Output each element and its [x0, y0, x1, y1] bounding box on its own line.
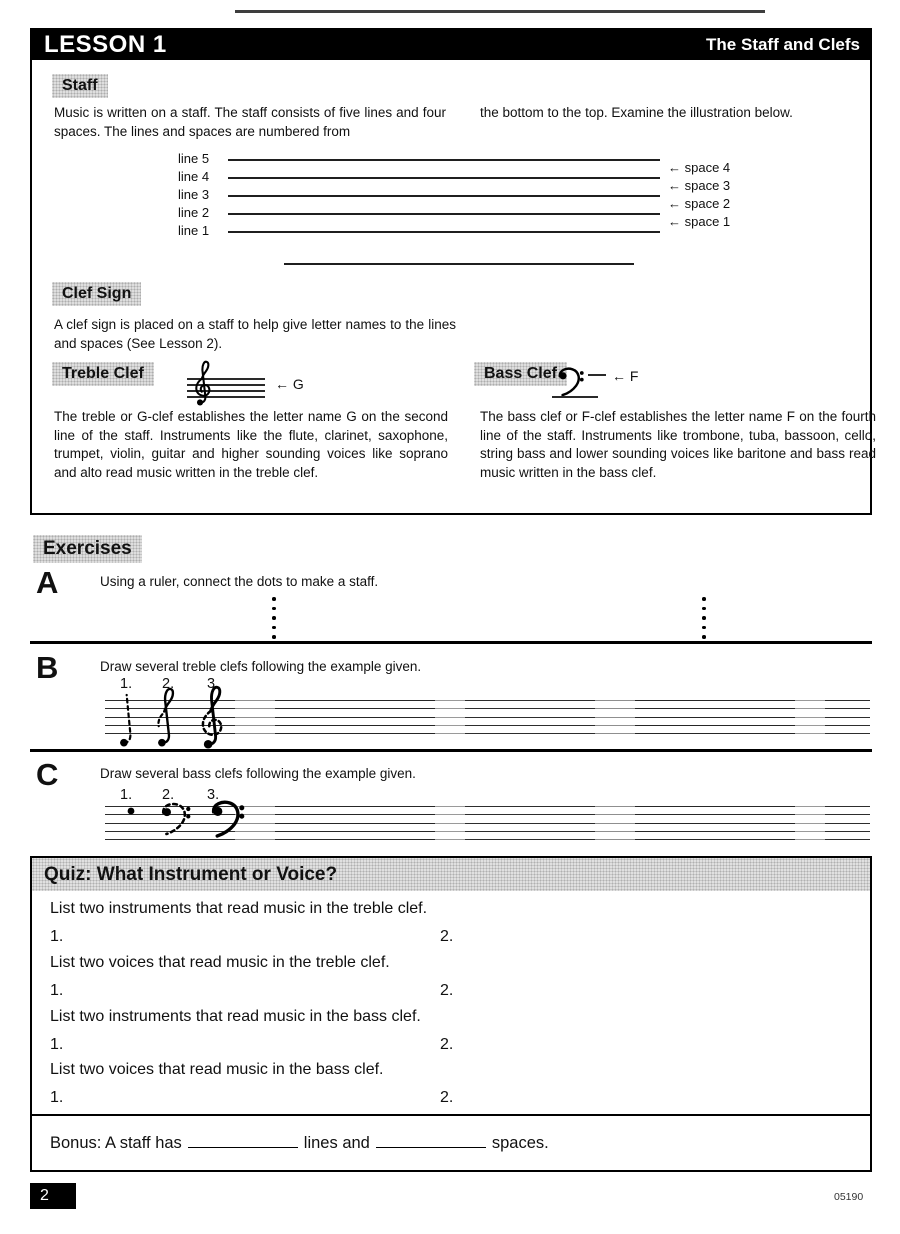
treble-paragraph: The treble or G-clef establishes the letter name G on the second line of the staff. Instruments like the flute, clarinet, saxophone, trumpet, violin, guitar and higher sounding voices like soprano and alto read music written in the treble clef. [54, 409, 448, 480]
staff-line-4 [228, 177, 660, 179]
blank-number-1: 1. [50, 982, 64, 999]
blank-number-2: 2. [440, 1089, 454, 1106]
blank-number-1: 1. [50, 1036, 64, 1053]
staff-dot [272, 616, 276, 620]
space-label: ← space 2 [668, 196, 731, 211]
catalog-code: 05190 [834, 1191, 864, 1203]
staff-line-1 [228, 231, 660, 233]
bonus-row [32, 1114, 870, 1170]
staff-line-2 [228, 213, 660, 215]
quiz-question: List two voices that read music in the bass clef. [50, 1061, 384, 1078]
lesson-header-bar [32, 30, 870, 60]
bass-clef-demo [552, 364, 702, 408]
staff-paragraph-left: Music is written on a staff. The staff consists of five lines and four spaces. The lines and spaces are numbered from [54, 105, 446, 139]
bonus-prefix: Bonus: A staff has [50, 1134, 182, 1152]
step-label-2: 2. [162, 787, 175, 803]
blank-number-2: 2. [440, 928, 454, 945]
staff-dot [702, 626, 706, 630]
quiz-blank-row [32, 1089, 870, 1111]
space-label: ← space 4 [668, 160, 731, 175]
step-label-3: 3. [207, 676, 220, 692]
exercise-a-letter: A [36, 565, 59, 600]
staff-dot [702, 607, 706, 611]
bass-clef-icon [556, 366, 586, 396]
bass-clef-step1-icon [126, 806, 136, 816]
staff-heading: Staff [52, 74, 108, 98]
bass-arrow-label: ← F [612, 368, 639, 384]
treble-clef-heading: Treble Clef [52, 362, 154, 386]
bass-clef-heading: Bass Clef [474, 362, 567, 386]
staff-dot [272, 607, 276, 611]
quiz-blank-row [32, 982, 870, 1004]
staff-dot [702, 597, 706, 601]
exercises-heading: Exercises [33, 535, 142, 563]
treble-clef-step3-icon [195, 682, 231, 752]
quiz-question: List two instruments that read music in the bass clef. [50, 1008, 421, 1025]
scan-artifact-line [235, 10, 765, 13]
staff-line-3 [228, 195, 660, 197]
staff-line-5 [228, 159, 660, 161]
lesson-section-frame [30, 28, 876, 515]
exercise-staff-line [105, 839, 870, 840]
bonus-blank-1 [188, 1133, 298, 1148]
blank-number-1: 1. [50, 1089, 64, 1106]
step-label-1: 1. [120, 676, 133, 692]
step-label-2: 2. [162, 676, 175, 692]
exercise-b-instruction: Draw several treble clefs following the example given. [100, 659, 422, 674]
staff-paragraph-right: the bottom to the top. Examine the illustration below. [480, 105, 793, 120]
treble-clef-step2-icon [150, 684, 183, 750]
treble-clef-icon [191, 358, 216, 408]
treble-clef-step1-icon [112, 684, 145, 750]
page-number-badge [30, 1183, 76, 1209]
line-label: line 4 [178, 169, 210, 184]
bass-clef-step2-icon [160, 800, 192, 836]
step-label-3: 3. [207, 787, 220, 803]
treble-arrow-label: ← G [275, 376, 304, 392]
step-label-1: 1. [120, 787, 133, 803]
staff-dot [272, 635, 276, 639]
quiz-blank-row [32, 1036, 870, 1058]
quiz-blank-row [32, 928, 870, 950]
sample-single-line [284, 263, 634, 265]
bonus-blank-2 [376, 1133, 486, 1148]
dot-column-right [702, 597, 706, 639]
lesson-topic: The Staff and Clefs [706, 35, 860, 54]
quiz-question: List two voices that read music in the treble clef. [50, 954, 390, 971]
quiz-question: List two instruments that read music in the treble clef. [50, 900, 428, 917]
line-label: line 5 [178, 151, 210, 166]
staff-dot [272, 626, 276, 630]
exercise-a-instruction: Using a ruler, connect the dots to make a staff. [100, 574, 379, 589]
staff-dot [702, 616, 706, 620]
space-label: ← space 1 [668, 214, 731, 229]
dot-column-left [272, 597, 276, 639]
exercise-c-letter: C [36, 757, 59, 792]
blank-number-2: 2. [440, 1036, 454, 1053]
staff-dot [272, 597, 276, 601]
space-label: ← space 3 [668, 178, 731, 193]
bonus-suffix: spaces. [491, 1134, 549, 1152]
lesson-title: LESSON 1 [44, 31, 167, 58]
quiz-box [30, 856, 872, 1172]
quiz-heading: Quiz: What Instrument or Voice? [32, 858, 870, 891]
section-divider [30, 641, 872, 644]
bonus-middle: lines and [303, 1134, 370, 1152]
line-label: line 3 [178, 187, 210, 202]
page-number: 2 [40, 1187, 49, 1204]
clef-sign-paragraph: A clef sign is placed on a staff to help give letter names to the lines and spaces (See Lesson 2). [54, 317, 456, 351]
blank-number-1: 1. [50, 928, 64, 945]
staff-dot [702, 635, 706, 639]
clef-sign-heading: Clef Sign [52, 282, 141, 306]
bass-paragraph: The bass clef or F-clef establishes the letter name F on the fourth line of the staff. Instruments like trombone, tuba, bassoon, cello, string bass and lower sounding voices like baritone and bass read music written in the bass clef. [480, 409, 876, 480]
line-label: line 1 [178, 223, 210, 238]
bass-clef-step3-icon [210, 798, 246, 838]
blank-number-2: 2. [440, 982, 454, 999]
exercise-b-letter: B [36, 650, 59, 685]
section-divider [30, 749, 872, 752]
treble-clef-demo [177, 358, 357, 410]
line-label: line 2 [178, 205, 210, 220]
exercise-c-instruction: Draw several bass clefs following the example given. [100, 766, 416, 781]
